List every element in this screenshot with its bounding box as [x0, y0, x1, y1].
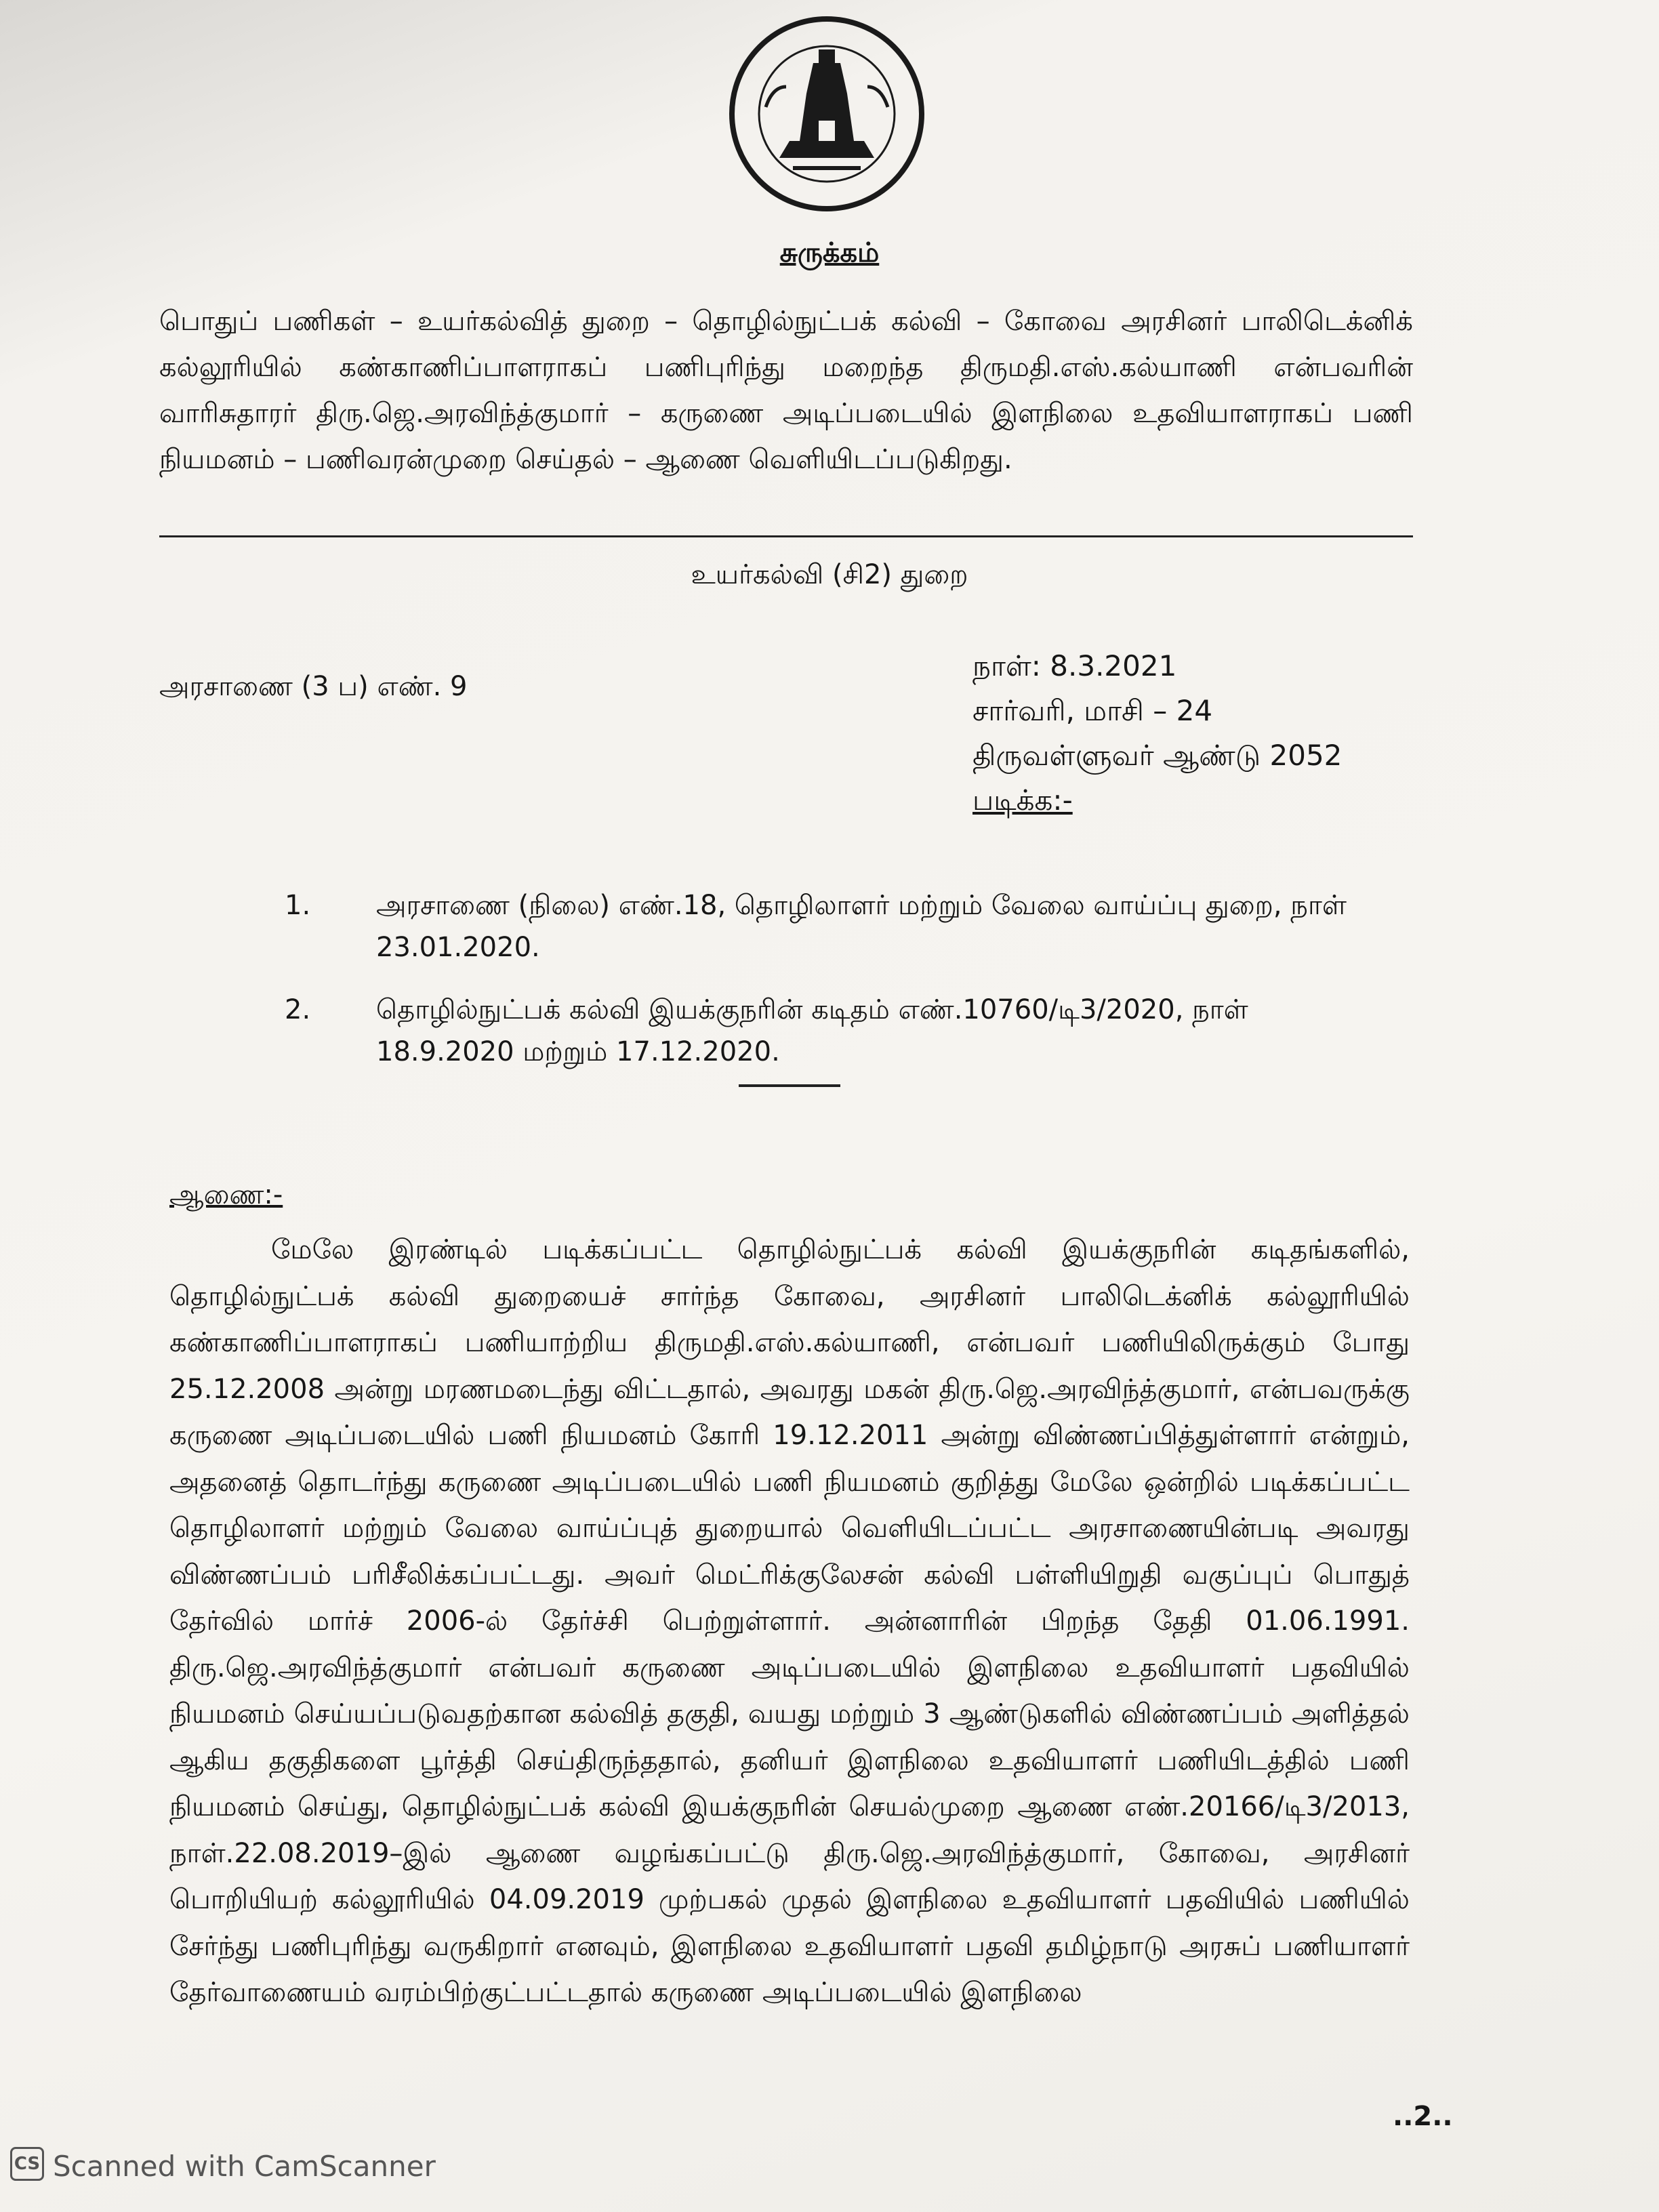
read-label: படிக்க:- — [972, 783, 1073, 817]
reference-item — [285, 989, 1369, 1073]
reference-item — [285, 884, 1369, 968]
reference-list — [285, 884, 1369, 1093]
government-order-number: அரசாணை (3 ப) எண். 9 — [159, 671, 468, 702]
section-separator — [739, 1084, 840, 1087]
reference-number: 2. — [285, 994, 311, 1025]
order-heading: ஆணை:- — [169, 1179, 283, 1210]
date-block — [972, 644, 1342, 823]
department-name: உயர்கல்வி (சி2) துறை — [691, 559, 968, 590]
document-title: சுருக்கம் — [779, 237, 880, 268]
tamil-calendar-date: சார்வரி, மாசி – 24 — [972, 694, 1213, 727]
order-date: நாள்: 8.3.2021 — [972, 649, 1177, 682]
order-body-paragraph: மேலே இரண்டில் படிக்கப்பட்ட தொழில்நுட்பக் கல்வி இயக்குநரின் கடிதங்களில், தொழில்நுட்பக் கல்வி துறையைச் சார்ந்த கோவை, அரசினர் பாலிடெக்னிக் கல்லூரியில் கண்காணிப்பாளராகப் பணியாற்றிய திருமதி.எஸ்.கல்யாணி, என்பவர் பணியிலிருக்கும் போது 25.12.2008 அன்று மரணமடைந்து விட்டதால், அவரது மகன் திரு.ஜெ.அரவிந்த்குமார், என்பவருக்கு கருணை அடிப்படையில் பணி நியமனம் கோரி 19.12.2011 அன்று விண்ணப்பித்துள்ளார் என்றும், அதனைத் தொடர்ந்து கருணை அடிப்படையில் பணி நியமனம் குறித்து மேலே ஒன்றில் படிக்கப்பட்ட தொழிலாளர் மற்றும் வேலை வாய்ப்புத் துறையால் வெளியிடப்பட்ட அரசாணையின்படி அவரது விண்ணப்பம் பரிசீலிக்கப்பட்டது. அவர் மெட்ரிக்குலேசன் கல்வி பள்ளியிறுதி வகுப்புப் பொதுத் தேர்வில் மார்ச் 2006-ல் தேர்ச்சி பெற்றுள்ளார். அன்னாரின் பிறந்த தேதி 01.06.1991. திரு.ஜெ.அரவிந்த்குமார் என்பவர் கருணை அடிப்படையில் இளநிலை உதவியாளர் பதவியில் நியமனம் செய்யப்படுவதற்கான கல்வித் தகுதி, வயது மற்றும் 3 ஆண்டுகளில் விண்ணப்பம் அளித்தல் ஆகிய தகுதிகளை பூர்த்தி செய்திருந்ததால், தனியர் இளநிலை உதவியாளர் பணியிடத்தில் பணி நியமனம் செய்து, தொழில்நுட்பக் கல்வி இயக்குநரின் செயல்முறை ஆணை எண்.20166/டி3/2013, நாள்.22.08.2019–இல் ஆணை வழங்கப்பட்டு திரு.ஜெ.அரவிந்த்குமார், கோவை, அரசினர் பொறியியற் கல்லூரியில் 04.09.2019 முற்பகல் முதல் இளநிலை உதவியாளர் பதவியில் பணியில் சேர்ந்து பணிபுரிந்து வருகிறார் எனவும், இளநிலை உதவியாளர் பதவி தமிழ்நாடு அரசுப் பணியாளர் தேர்வாணையம் வரம்பிற்குட்பட்டதால் கருணை அடிப்படையில் இளநிலை — [169, 1234, 1410, 2008]
reference-text: தொழில்நுட்பக் கல்வி இயக்குநரின் கடிதம் எண்.10760/டி3/2020, நாள் 18.9.2020 மற்றும் 17.12.2020. — [376, 994, 1248, 1067]
thiruvalluvar-year: திருவள்ளுவர் ஆண்டு 2052 — [972, 739, 1343, 772]
reference-text: அரசாணை (நிலை) எண்.18, தொழிலாளர் மற்றும் வேலை வாய்ப்பு துறை, நாள் 23.01.2020. — [376, 890, 1347, 963]
reference-number: 1. — [285, 890, 311, 921]
horizontal-divider — [159, 535, 1413, 537]
subject-paragraph: பொதுப் பணிகள் – உயர்கல்வித் துறை – தொழில்நுட்பக் கல்வி – கோவை அரசினர் பாலிடெக்னிக் கல்லூரியில் கண்காணிப்பாளராகப் பணிபுரிந்து மறைந்த திருமதி.எஸ்.கல்யாணி என்பவரின் வாரிசுதாரர் திரு.ஜெ.அரவிந்த்குமார் – கருணை அடிப்படையில் இளநிலை உதவியாளராகப் பணி நியமனம் – பணிவரன்முறை செய்தல் – ஆணை வெளியிடப்படுகிறது. — [159, 306, 1413, 475]
scanner-watermark: Scanned with CamScanner — [53, 2150, 436, 2183]
page-number: ..2.. — [1393, 2101, 1453, 2132]
camscanner-logo-icon: CS — [10, 2147, 44, 2181]
tamil-nadu-emblem-seal — [725, 12, 928, 216]
